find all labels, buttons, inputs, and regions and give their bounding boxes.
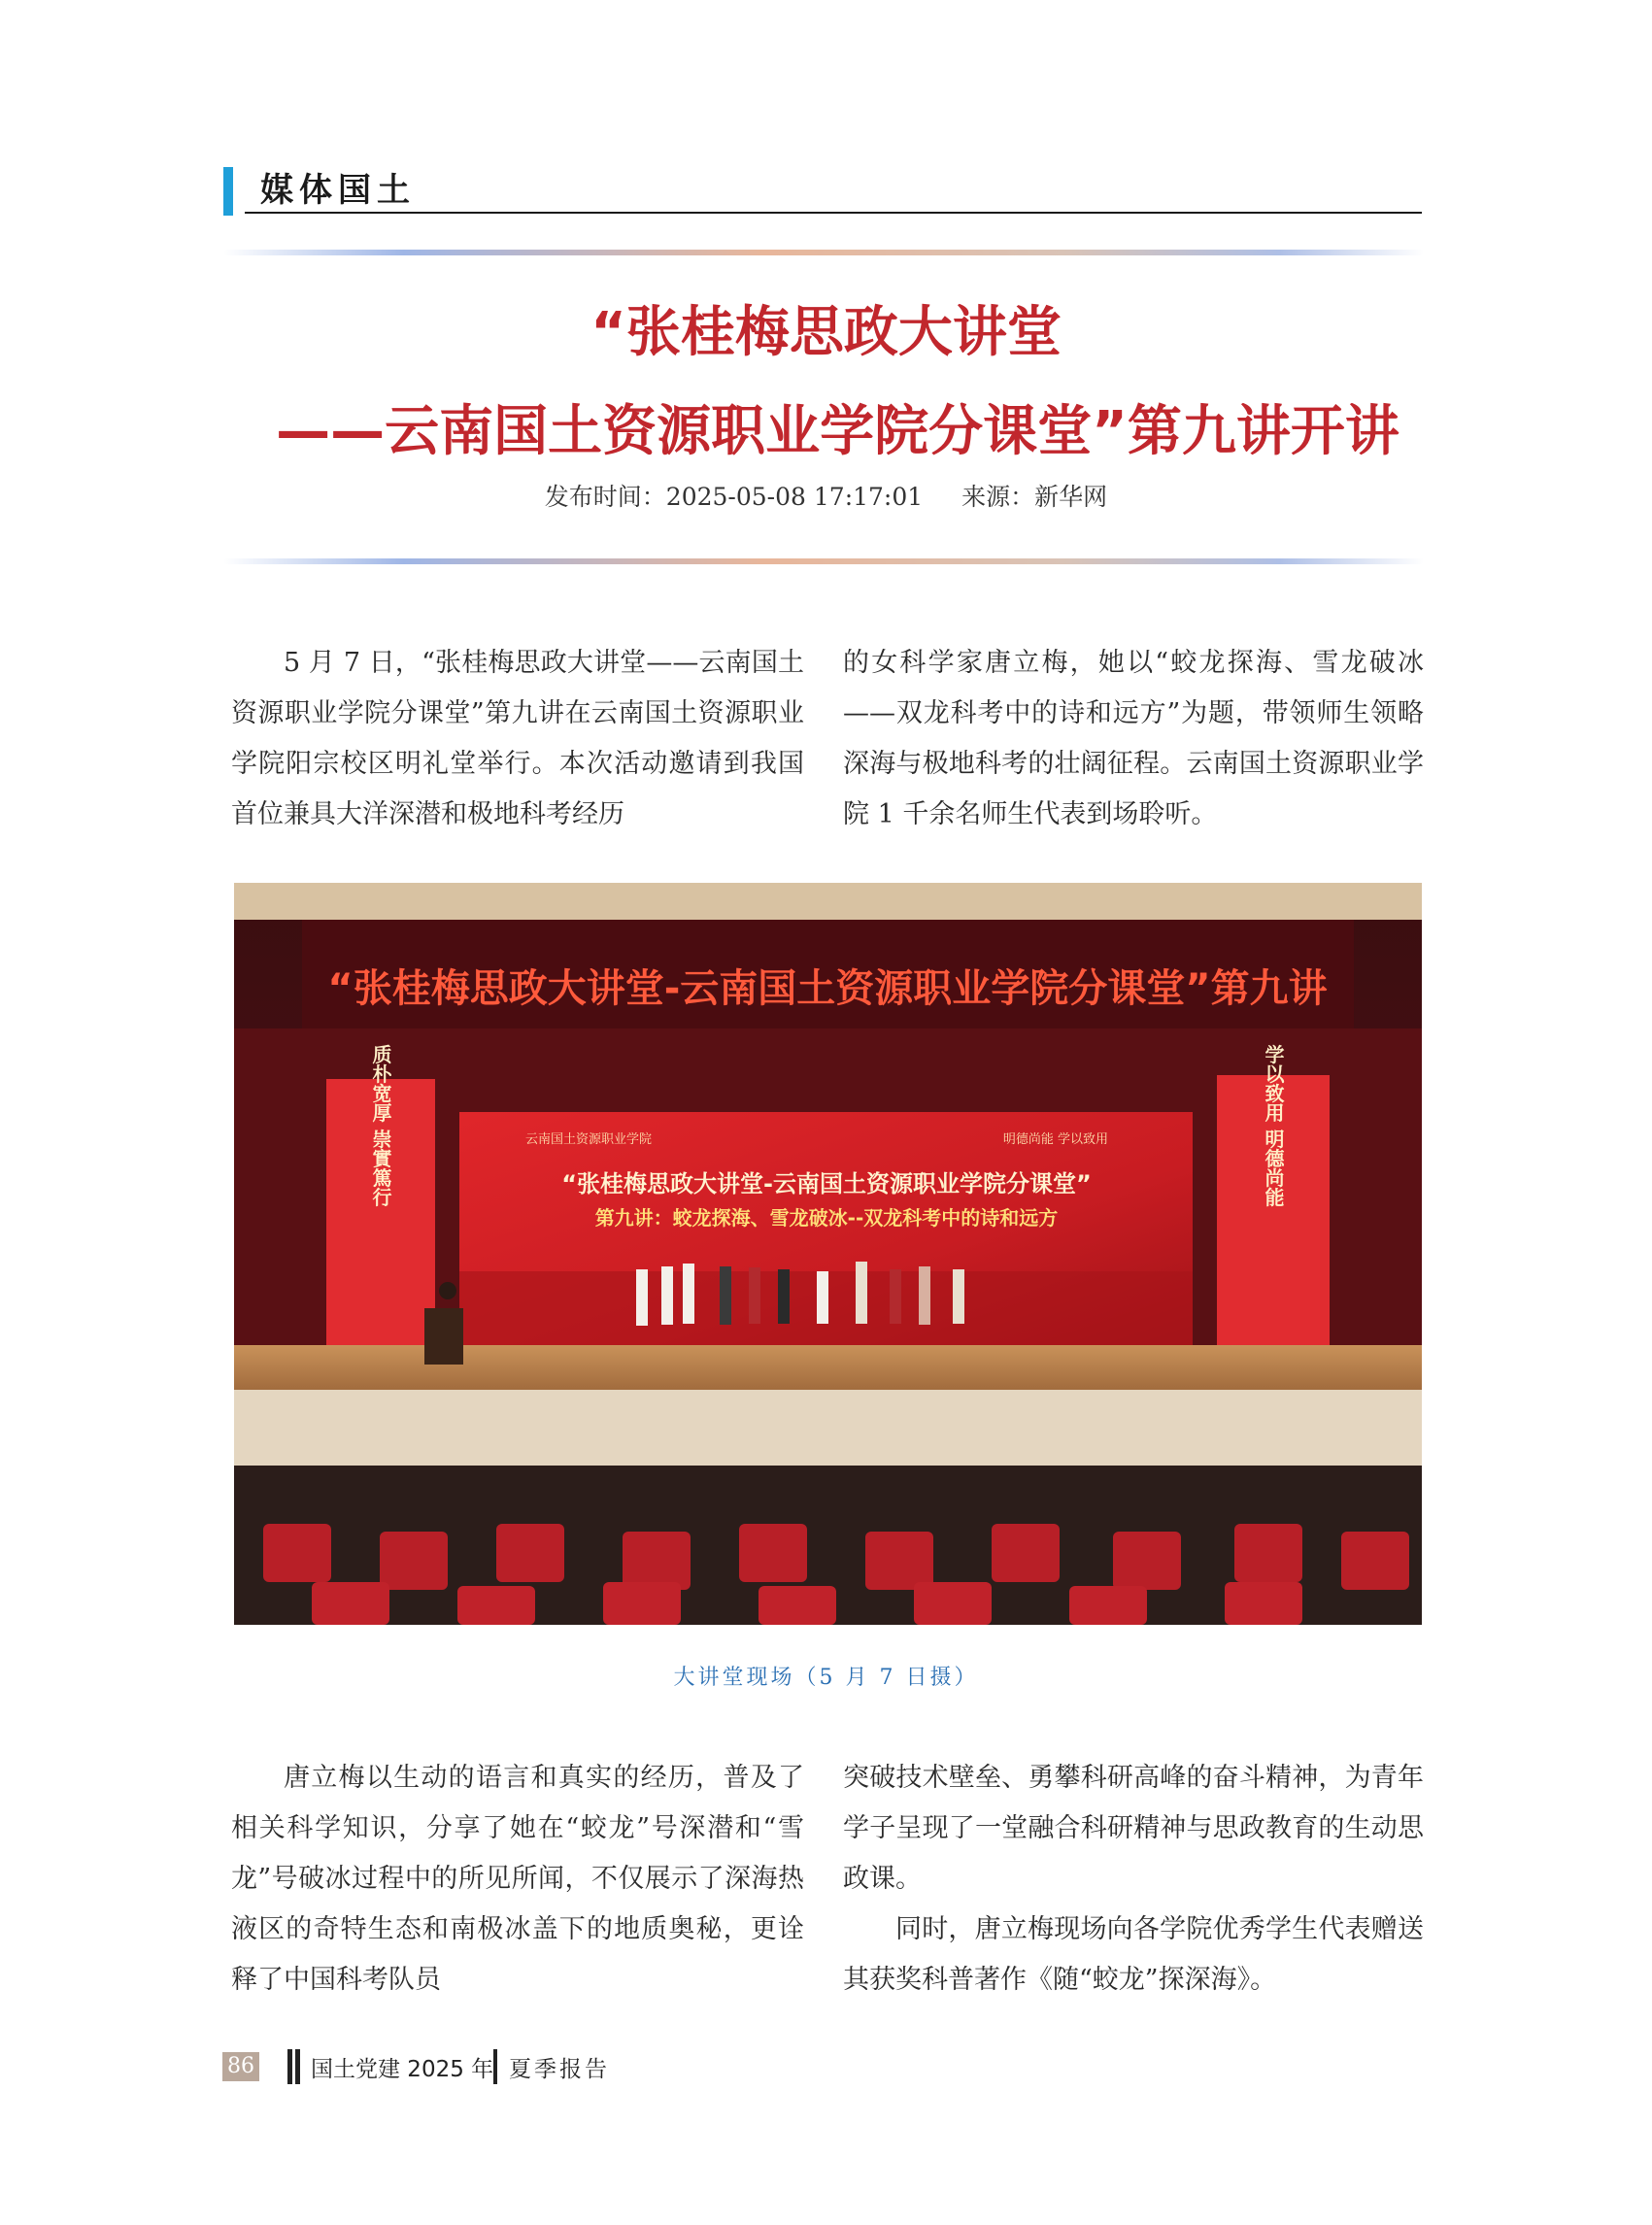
screen-school-name: 云南国土资源职业学院 [525, 1132, 653, 1147]
paragraph: 唐立梅以生动的语言和真实的经历，普及了相关科学知识，分享了她在“蛟龙”号深潜和“雪龙”号破冰过程中的所见所闻，不仅展示了深海热液区的奇特生态和南极冰盖下的地质奥秘，更诠释了中国科考队员 [231, 1763, 804, 1995]
led-banner-text: “张桂梅思政大讲堂-云南国土资源职业学院分课堂”第九讲 [327, 966, 1328, 1011]
body-column-bottom-right [843, 1753, 1424, 2006]
paragraph: 5 月 7 日，“张桂梅思政大讲堂——云南国土资源职业学院分课堂”第九讲在云南国土资源职业学院阳宗校区明礼堂举行。本次活动邀请到我国首位兼具大洋深潜和极地科考经历 [231, 648, 804, 829]
photo-caption: 大讲堂现场（5 月 7 日摄） [673, 1666, 979, 1690]
screen-title-line-1: “张桂梅思政大讲堂-云南国土资源职业学院分课堂” [561, 1170, 1092, 1197]
footer-issue: 夏季报告 [509, 2057, 610, 2082]
body-column-top-right [843, 638, 1424, 840]
footer-divider [493, 2049, 497, 2084]
section-rule [245, 212, 1422, 214]
publish-time: 发布时间：2025-05-08 17:17:01 [544, 483, 924, 511]
paragraph: 的女科学家唐立梅，她以“蛟龙探海、雪龙破冰——双龙科考中的诗和远方”为题，带领师生领略深海与极地科考的壮阔征程。云南国土资源职业学院 1 千余名师生代表到场聆听。 [843, 648, 1424, 829]
page-number: 86 [222, 2052, 259, 2081]
body-column-bottom-left [231, 1753, 804, 2006]
article-meta [0, 478, 1652, 513]
paragraph: 同时，唐立梅现场向各学院优秀学生代表赠送其获奖科普著作《随“蛟龙”探深海》。 [843, 1914, 1424, 1995]
headline-line-1: “张桂梅思政大讲堂 [590, 301, 1062, 364]
headline-line-2: ——云南国土资源职业学院分课堂”第九讲开讲 [276, 400, 1399, 463]
section-accent-bar [223, 167, 233, 216]
footer-divider [287, 2049, 292, 2084]
footer-divider [295, 2049, 300, 2084]
section-title: 媒体国土 [260, 171, 416, 210]
screen-title-line-2: 第九讲：蛟龙探海、雪龙破冰--双龙科考中的诗和远方 [594, 1206, 1059, 1230]
source: 来源：新华网 [961, 483, 1108, 511]
left-panel-text: 质朴宽厚 崇實篤行 [369, 1044, 392, 1207]
paragraph: 突破技术壁垒、勇攀科研高峰的奋斗精神，为青年学子呈现了一堂融合科研精神与思政教育的生动思政课。 [843, 1763, 1424, 1894]
screen-motto: 明德尚能 学以致用 [1002, 1132, 1108, 1147]
right-panel-text: 学以致用 明德尚能 [1262, 1044, 1285, 1207]
lecture-hall-photo [234, 883, 1422, 1625]
body-column-top-left [231, 638, 804, 840]
footer-publication: 国土党建 2025 年 [311, 2057, 494, 2082]
top-gradient-divider [223, 250, 1424, 255]
bottom-gradient-divider [223, 558, 1424, 564]
